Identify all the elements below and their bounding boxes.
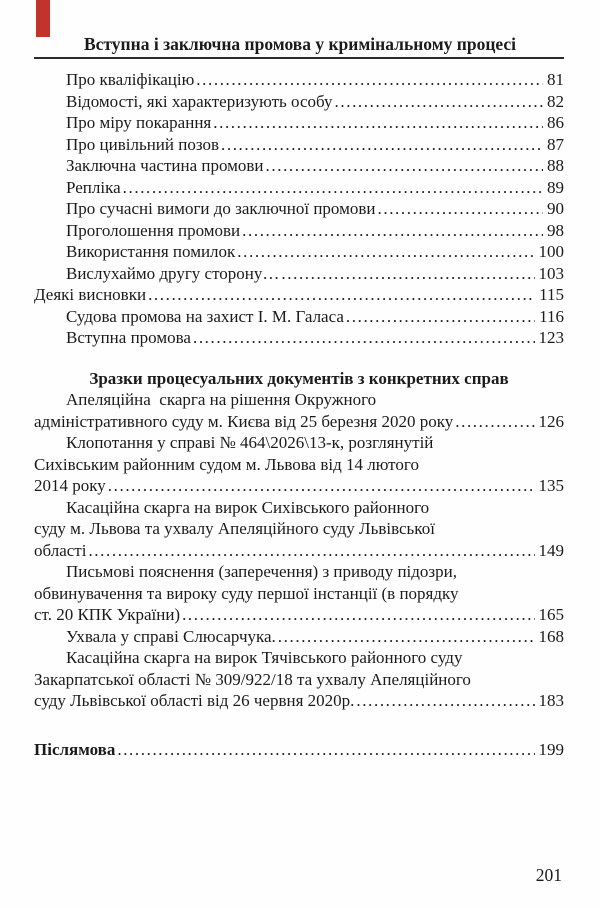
- dot-leader: [237, 241, 534, 263]
- toc-line-text: Деякі висновки: [34, 285, 147, 304]
- toc-page-number: 168: [538, 626, 564, 646]
- toc-page-number: 89: [547, 177, 564, 197]
- toc-line-text: ст. 20 КПК України): [34, 605, 181, 624]
- toc-page-number: 82: [547, 91, 564, 111]
- dot-leader: [356, 690, 534, 712]
- toc-line-text: обвинувачення та вироку суду першої інстанції (в порядку: [34, 583, 459, 603]
- toc-line-text: Про сучасні вимоги до заключної промови: [66, 199, 376, 218]
- toc-line: [34, 284, 564, 306]
- toc-line: [34, 497, 564, 519]
- toc-page-number: 135: [538, 476, 564, 495]
- dot-leader: [242, 220, 543, 242]
- toc-line: [34, 518, 564, 540]
- toc-line: [34, 306, 564, 328]
- toc-line-text: Використання помилок: [66, 242, 236, 261]
- toc-page-number: 149: [538, 540, 564, 560]
- dot-leader: [278, 626, 535, 648]
- dot-leader: [196, 69, 543, 91]
- toc-line: [34, 91, 564, 113]
- toc-line: [34, 411, 564, 433]
- toc-line: [34, 475, 564, 497]
- dot-leader: [455, 411, 534, 433]
- toc-part-2: [34, 389, 564, 712]
- toc-page-number: 81: [547, 70, 564, 89]
- toc-line: [34, 690, 564, 712]
- toc-part-1: [34, 69, 564, 349]
- dot-leader: [148, 284, 535, 306]
- toc-line-text: Про міру покарання: [66, 113, 212, 132]
- toc-line-text: Письмові пояснення (заперечення) з приводу підозри,: [66, 562, 457, 581]
- toc-line-text: Закарпатської області № 309/922/18 та ухвалу Апеляційного: [34, 669, 471, 689]
- toc-line-text: Клопотання у справі № 464\2026\13-к, розглянутій: [66, 433, 434, 452]
- toc-line: [34, 389, 564, 411]
- dot-leader: [117, 739, 534, 761]
- toc-line-text: адміністративного суду м. Києва від 25 березня 2020 року: [34, 411, 454, 431]
- toc-page-number: 183: [538, 691, 564, 710]
- toc-line: [34, 69, 564, 91]
- toc-line: [34, 739, 564, 761]
- toc-line-text: Проголошення промови: [66, 220, 241, 240]
- toc-line-text: суду м. Львова та ухвалу Апеляційного суду Львівської: [34, 519, 435, 538]
- toc-line: [34, 561, 564, 583]
- toc-line-text: Вступна промова: [66, 328, 191, 347]
- running-header: Вступна і заключна промова у кримінальному процесі: [83, 34, 517, 54]
- toc-line: [34, 134, 564, 156]
- toc-line: [34, 220, 564, 242]
- toc-line-text: Відомості, які характеризують особу: [66, 91, 333, 111]
- toc-page-number: 199: [538, 739, 564, 759]
- dot-leader: [378, 198, 544, 220]
- toc-line-text: Касаційна скарга на вирок Тячівського районного суду: [66, 648, 463, 667]
- toc-page-number: 87: [547, 134, 564, 154]
- page-number: 201: [535, 865, 562, 885]
- dot-leader: [221, 134, 543, 156]
- dot-leader: [281, 263, 534, 285]
- toc-page-number: 100: [538, 242, 564, 261]
- toc-line: [34, 177, 564, 199]
- toc-line: [34, 626, 564, 648]
- toc-page-number: 98: [547, 220, 564, 240]
- toc-page-number: 90: [547, 199, 564, 218]
- toc-line-text: Післямова: [34, 739, 116, 759]
- toc-line: [34, 647, 564, 669]
- toc-line: [34, 669, 564, 691]
- toc-line: [34, 454, 564, 476]
- toc-line: [34, 583, 564, 605]
- dot-leader: [335, 91, 543, 113]
- table-of-contents: [0, 59, 600, 760]
- toc-line-text: Заключна частина промови: [66, 156, 264, 175]
- toc-line: [34, 604, 564, 626]
- dot-leader: [213, 112, 543, 134]
- toc-page-number: 123: [538, 328, 564, 347]
- toc-line-text: Сихівським районним судом м. Львова від 14 лютого: [34, 454, 419, 474]
- red-bookmark-mark: [36, 0, 50, 37]
- toc-line: [34, 198, 564, 220]
- toc-line-text: Репліка: [66, 177, 121, 197]
- toc-line: [34, 432, 564, 454]
- toc-line: [34, 263, 564, 285]
- toc-line-text: області: [34, 540, 87, 560]
- toc-line: [34, 155, 564, 177]
- toc-line-text: 2014 року: [34, 476, 106, 495]
- toc-page-number: 103: [538, 263, 564, 283]
- toc-line-text: Про кваліфікацію: [66, 70, 195, 89]
- section-heading: Зразки процесуальних документів з конкретних справ: [89, 368, 509, 388]
- toc-page-number: 88: [547, 156, 564, 175]
- toc-line: [34, 112, 564, 134]
- dot-leader: [193, 327, 535, 349]
- toc-line: [34, 327, 564, 349]
- toc-line-text: Про цивільний позов: [66, 134, 219, 154]
- dot-leader: [182, 604, 534, 626]
- toc-page-number: 126: [538, 411, 564, 431]
- dot-leader: [123, 177, 543, 199]
- toc-line-text: суду Львівської області від 26 червня 2020р.: [34, 691, 355, 710]
- dot-leader: [108, 475, 535, 497]
- toc-page-number: 86: [547, 113, 564, 132]
- dot-leader: [266, 155, 543, 177]
- dot-leader: [88, 540, 534, 562]
- toc-line: [34, 241, 564, 263]
- toc-line: [34, 540, 564, 562]
- dot-leader: [346, 306, 535, 328]
- toc-line-text: Апеляційна скарга на рішення Окружного: [66, 390, 377, 409]
- toc-line-text: Судова промова на захист І. М. Галаса: [66, 306, 344, 326]
- toc-line-text: Вислухаймо другу сторону…: [66, 263, 280, 283]
- toc-page-number: 165: [538, 605, 564, 624]
- toc-line-text: Ухвала у справі Слюсарчука.: [66, 626, 276, 646]
- toc-line-text: Касаційна скарга на вирок Сихівського районного: [66, 497, 430, 517]
- toc-page-number: 116: [539, 306, 564, 326]
- toc-page-number: 115: [539, 285, 564, 304]
